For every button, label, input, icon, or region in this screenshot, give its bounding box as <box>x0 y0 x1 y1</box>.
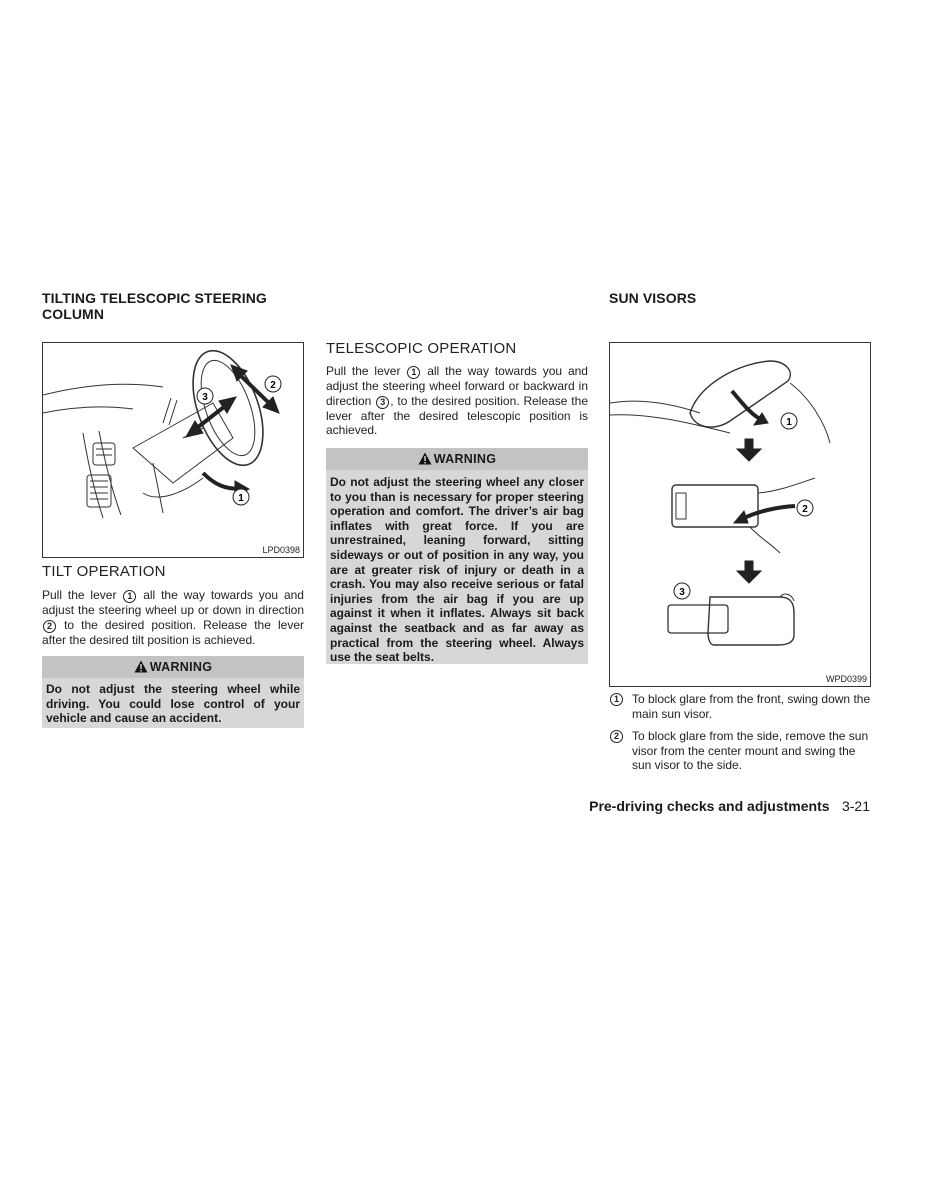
warning-text: Do not adjust the steering wheel while driving. You could lose control of your vehicle and cause an accident. <box>46 682 300 726</box>
sun-visor-figure <box>609 342 871 687</box>
list-item: 2 To block glare from the side, remove the sun visor from the center mount and swing the sun visor to the side. <box>609 729 871 773</box>
figure-label-2: 2 <box>270 380 276 391</box>
telescopic-operation-text: Pull the lever 1 all the way towards you and adjust the steering wheel forward or backward in direction 3 , to the desired position. Release the lever after the desired telescopic position is achieved. <box>326 364 588 438</box>
section-title-sun-visors: SUN VISORS <box>609 290 697 306</box>
figure-label-1: 1 <box>238 493 244 504</box>
figure-code: LPD0398 <box>262 545 300 555</box>
figure-label-1: 1 <box>786 417 792 428</box>
sun-visor-illustration <box>610 343 870 686</box>
page-number: 3-21 <box>841 798 870 814</box>
circled-number-1: 1 <box>123 590 136 603</box>
steering-column-figure <box>42 342 304 558</box>
tilt-warning-box <box>42 656 304 728</box>
telescopic-operation-heading: TELESCOPIC OPERATION <box>326 340 517 357</box>
figure-label-3: 3 <box>679 587 685 598</box>
warning-triangle-icon <box>418 452 432 465</box>
telescopic-warning-box <box>326 448 588 664</box>
footer-section-title: Pre-driving checks and adjustments <box>589 798 830 814</box>
tilt-operation-heading: TILT OPERATION <box>42 563 166 580</box>
circled-number-2: 2 <box>610 730 623 743</box>
circled-number-2: 2 <box>43 620 56 633</box>
figure-code: WPD0399 <box>825 674 867 684</box>
tilt-operation-text: Pull the lever 1 all the way towards you and adjust the steering wheel up or down in direction 2 to the desired position. Release the lever after the desired tilt position is achieved. <box>42 588 304 647</box>
list-item: 1 To block glare from the front, swing down the main sun visor. <box>609 692 871 721</box>
warning-text: Do not adjust the steering wheel any closer to you than is necessary for proper steering operation and comfort. The driver’s air bag inflates with great force. If you are unrestrained, leaning forward, sitting sideways or out of position in any way, you are at greater risk of injury or death in a crash. You may also receive serious or fatal injuries from the air bag if you are up against it when it inflates. Always sit back against the seatback and as far away as practical from the steering wheel. Always use the seat belts. <box>330 475 584 665</box>
warning-triangle-icon <box>134 660 148 673</box>
steering-column-illustration <box>43 343 303 557</box>
warning-header: WARNING <box>326 448 588 470</box>
circled-number-3: 3 <box>376 396 389 409</box>
page-footer <box>589 798 870 816</box>
warning-header: WARNING <box>42 656 304 678</box>
figure-label-2: 2 <box>802 504 808 515</box>
figure-label-3: 3 <box>202 392 208 403</box>
circled-number-1: 1 <box>610 693 623 706</box>
circled-number-1: 1 <box>407 366 420 379</box>
section-title-steering: TILTING TELESCOPIC STEERING COLUMN <box>42 290 267 322</box>
